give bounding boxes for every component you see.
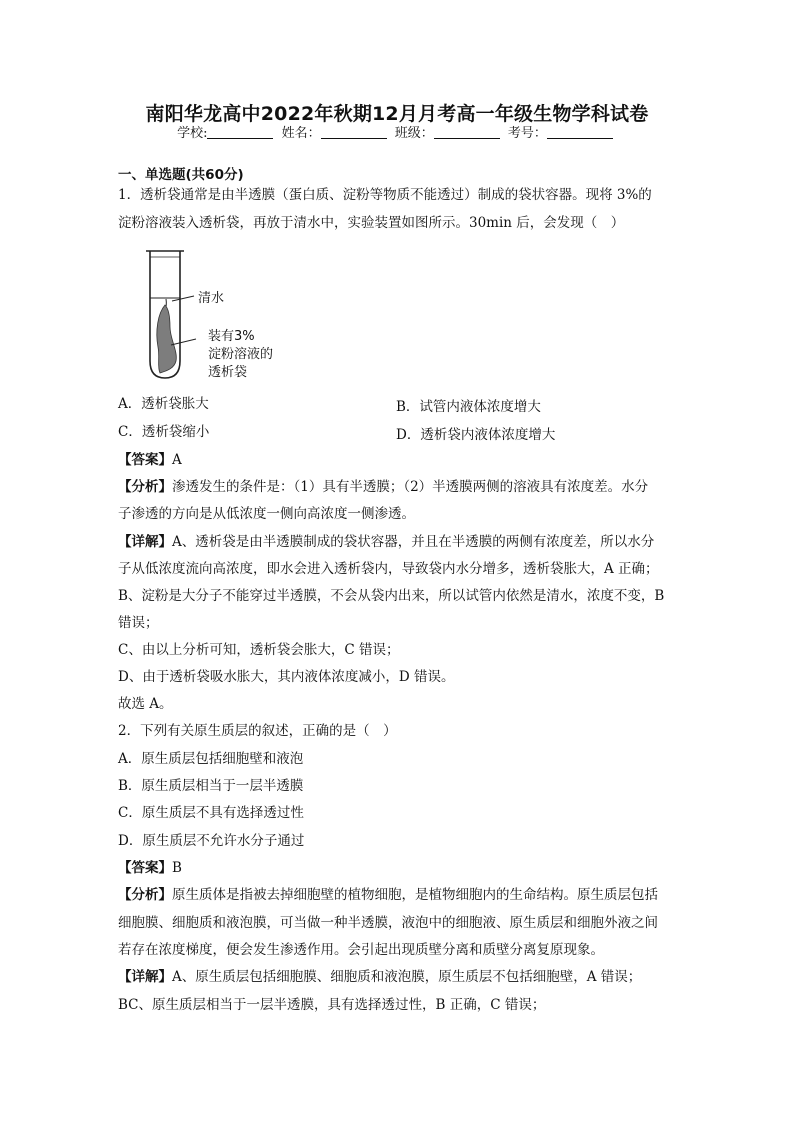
analysis-text: 原生质体是指被去掉细胞壁的植物细胞，是植物细胞内的生命结构。原生质层包括 bbox=[172, 887, 658, 903]
q1-option-a[interactable]: A．透析袋胀大 bbox=[118, 396, 209, 412]
analysis-tag: 【分析】 bbox=[118, 479, 172, 495]
exam-no-label: 考号： bbox=[507, 126, 547, 141]
q1-detail-line6: D、由于透析袋吸水胀大，其内液体浓度减小，D 错误。 bbox=[118, 669, 455, 685]
q2-detail-line1 bbox=[118, 968, 641, 986]
answer-tag: 【答案】 bbox=[118, 452, 172, 468]
q2-analysis-line1 bbox=[118, 886, 658, 904]
q1-stem-line1: 1．透析袋通常是由半透膜（蛋白质、淀粉等物质不能透过）制成的袋状容器。现将 3%的 bbox=[118, 187, 652, 203]
analysis-tag: 【分析】 bbox=[118, 887, 172, 903]
q2-answer bbox=[118, 859, 182, 877]
q2-option-b[interactable]: B．原生质层相当于一层半透膜 bbox=[118, 778, 304, 794]
answer-value: B bbox=[172, 860, 182, 876]
answer-value: A bbox=[172, 452, 182, 468]
school-label: 学校: bbox=[177, 126, 208, 141]
class-blank[interactable] bbox=[434, 126, 500, 139]
q1-conclusion: 故选 A。 bbox=[118, 696, 173, 712]
school-blank[interactable] bbox=[207, 126, 273, 139]
student-info-line bbox=[0, 122, 794, 141]
label-water: 清水 bbox=[198, 291, 225, 306]
test-tube-figure bbox=[138, 243, 298, 383]
q1-detail-line3: B、淀粉是大分子不能穿过半透膜，不会从袋内出来，所以试管内依然是清水，浓度不变，B bbox=[118, 588, 665, 604]
q1-option-c[interactable]: C．透析袋缩小 bbox=[118, 424, 210, 440]
q1-analysis-line2: 子渗透的方向是从低浓度一侧向高浓度一侧渗透。 bbox=[118, 506, 415, 522]
section-heading: 一、单选题(共60分) bbox=[118, 167, 244, 183]
q1-analysis-line1 bbox=[118, 478, 648, 496]
q2-analysis-line2: 细胞膜、细胞质和液泡膜，可当做一种半透膜，液泡中的细胞液、原生质层和细胞外液之间 bbox=[118, 915, 658, 931]
detail-tag: 【详解】 bbox=[118, 534, 172, 550]
q1-detail-line4: 错误； bbox=[118, 615, 159, 631]
q1-option-d[interactable]: D．透析袋内液体浓度增大 bbox=[396, 427, 556, 443]
q1-stem-line2: 淀粉溶液装入透析袋，再放于清水中，实验装置如图所示。30min 后，会发现（ ） bbox=[118, 215, 625, 231]
q2-detail-line2: BC、原生质层相当于一层半透膜，具有选择透过性，B 正确，C 错误； bbox=[118, 997, 546, 1013]
name-label: 姓名： bbox=[281, 126, 321, 141]
exam-no-blank[interactable] bbox=[547, 126, 613, 139]
analysis-text: 渗透发生的条件是：（1）具有半透膜；（2）半透膜两侧的溶液具有浓度差。水分 bbox=[172, 479, 649, 495]
q2-stem: 2．下列有关原生质层的叙述，正确的是（ ） bbox=[118, 723, 397, 739]
q1-option-b[interactable]: B．试管内液体浓度增大 bbox=[396, 399, 541, 415]
q1-detail-line2: 子从低浓度流向高浓度，即水会进入透析袋内，导致袋内水分增多，透析袋胀大，A 正确； bbox=[118, 561, 659, 577]
label-bag-1: 装有3% bbox=[208, 329, 255, 344]
class-label: 班级： bbox=[394, 126, 434, 141]
answer-tag: 【答案】 bbox=[118, 860, 172, 876]
label-bag-2: 淀粉溶液的 bbox=[208, 347, 274, 362]
detail-text: A、原生质层包括细胞膜、细胞质和液泡膜，原生质层不包括细胞壁，A 错误； bbox=[172, 969, 642, 985]
q2-option-a[interactable]: A．原生质层包括细胞壁和液泡 bbox=[118, 751, 304, 767]
q1-answer bbox=[118, 451, 182, 469]
label-bag-3: 透析袋 bbox=[208, 365, 248, 380]
name-blank[interactable] bbox=[321, 126, 387, 139]
detail-tag: 【详解】 bbox=[118, 969, 172, 985]
detail-text: A、透析袋是由半透膜制成的袋状容器，并且在半透膜的两侧有浓度差，所以水分 bbox=[172, 534, 655, 550]
q2-option-d[interactable]: D．原生质层不允许水分子通过 bbox=[118, 833, 305, 849]
exam-title: 南阳华龙高中2022年秋期12月月考高一年级生物学科试卷 bbox=[145, 103, 649, 125]
q1-detail-line5: C、由以上分析可知，透析袋会胀大，C 错误； bbox=[118, 642, 400, 658]
q2-analysis-line3: 若存在浓度梯度，便会发生渗透作用。会引起出现质壁分离和质壁分离复原现象。 bbox=[118, 942, 604, 958]
q2-option-c[interactable]: C．原生质层不具有选择透过性 bbox=[118, 805, 304, 821]
q1-detail-line1 bbox=[118, 533, 654, 551]
